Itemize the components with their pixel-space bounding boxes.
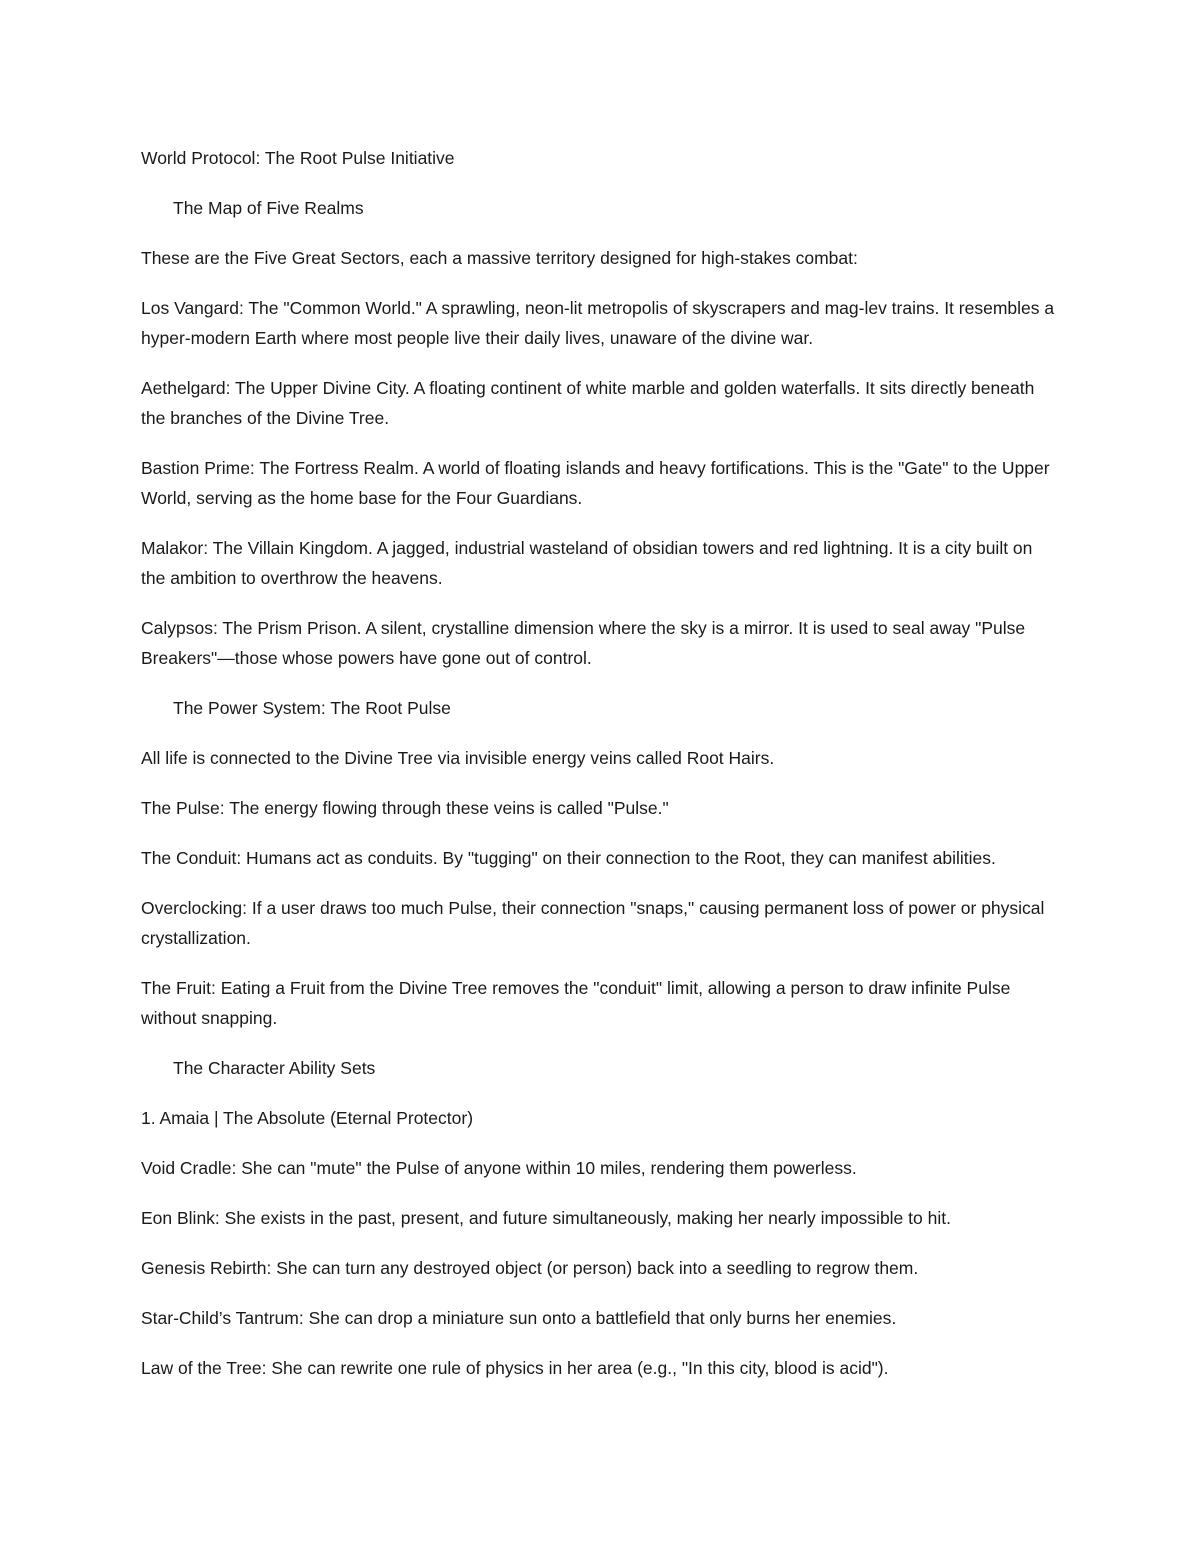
power-fruit: The Fruit: Eating a Fruit from the Divine Tree removes the "conduit" limit, allowing a person to draw infinite Pulse without snapping.	[141, 978, 1011, 1028]
ability-void-cradle: Void Cradle: She can "mute" the Pulse of anyone within 10 miles, rendering them powerless.	[141, 1158, 857, 1178]
power-conduit: The Conduit: Humans act as conduits. By "tugging" on their connection to the Root, they can manifest abilities.	[141, 848, 996, 868]
realm-malakor: Malakor: The Villain Kingdom. A jagged, industrial wasteland of obsidian towers and red lightning. It is a city built on the ambition to overthrow the heavens.	[141, 538, 1033, 588]
document-title: World Protocol: The Root Pulse Initiative	[141, 148, 455, 168]
realm-calypsos: Calypsos: The Prism Prison. A silent, crystalline dimension where the sky is a mirror. It is used to seal away "Pulse Breakers"—those whose powers have gone out of control.	[141, 618, 1026, 668]
ability-genesis-rebirth: Genesis Rebirth: She can turn any destroyed object (or person) back into a seedling to regrow them.	[141, 1258, 919, 1278]
realms-intro: These are the Five Great Sectors, each a massive territory designed for high-stakes combat:	[141, 248, 858, 268]
power-pulse: The Pulse: The energy flowing through these veins is called "Pulse."	[141, 798, 669, 818]
ability-star-childs-tantrum: Star-Child’s Tantrum: She can drop a miniature sun onto a battlefield that only burns her enemies.	[141, 1308, 897, 1328]
realm-bastion-prime: Bastion Prime: The Fortress Realm. A world of floating islands and heavy fortifications. This is the "Gate" to the Upper World, serving as the home base for the Four Guardians.	[141, 458, 1050, 508]
character-amaia-title: 1. Amaia | The Absolute (Eternal Protector)	[141, 1108, 474, 1128]
heading-power-system: The Power System: The Root Pulse	[173, 698, 451, 718]
realm-aethelgard: Aethelgard: The Upper Divine City. A floating continent of white marble and golden waterfalls. It sits directly beneath the branches of the Divine Tree.	[141, 378, 1035, 428]
heading-ability-sets: The Character Ability Sets	[173, 1058, 376, 1078]
document-body	[141, 143, 1061, 1403]
power-overclocking: Overclocking: If a user draws too much Pulse, their connection "snaps," causing permanent loss of power or physical crystallization.	[141, 898, 1045, 948]
ability-law-of-the-tree: Law of the Tree: She can rewrite one rule of physics in her area (e.g., "In this city, blood is acid").	[141, 1358, 889, 1378]
realm-los-vangard: Los Vangard: The "Common World." A sprawling, neon-lit metropolis of skyscrapers and mag-lev trains. It resembles a hyper-modern Earth where most people live their daily lives, unaware of the divine war.	[141, 298, 1055, 348]
power-intro: All life is connected to the Divine Tree via invisible energy veins called Root Hairs.	[141, 748, 775, 768]
ability-eon-blink: Eon Blink: She exists in the past, present, and future simultaneously, making her nearly impossible to hit.	[141, 1208, 951, 1228]
heading-five-realms: The Map of Five Realms	[173, 198, 364, 218]
